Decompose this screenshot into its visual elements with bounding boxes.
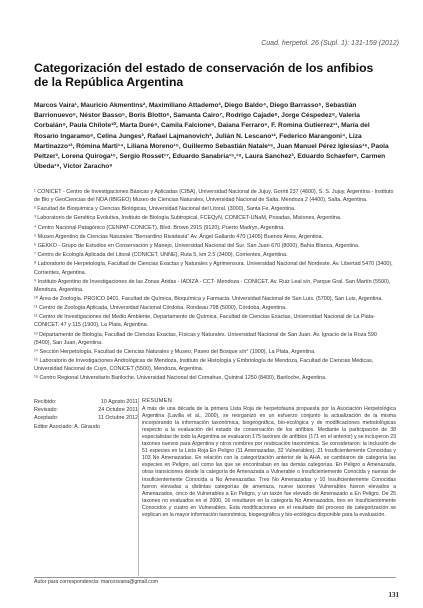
abstract-heading: RESUMEN — [142, 398, 173, 404]
affiliation-item: ³ Laboratorio de Genética Evolutiva, Instituto de Biología Subtropical, FCEQyN, CONICET-UNaM, Posadas, Misiones, Argentina. — [34, 215, 342, 222]
affiliation-item: ¹⁰ Área de Zoología. PROICO 9401. Facultad de Química, Bioquímica y Farmacia. Universidad Nacional de San Luis. (5700), San Luis, Argentina. — [34, 295, 383, 302]
corresponding-author-note: Autor para correspondencia: marcosvaira@gmail.com — [34, 579, 159, 585]
footnote-divider — [34, 577, 396, 578]
history-row — [34, 423, 138, 431]
affiliation-item: ⁶ GEKKO - Grupo de Estudios en Conservación y Manejo, Universidad Nacional del Sur. San Juan 670 (8000), Bahía Blanca, Argentina. — [34, 243, 360, 250]
column-divider — [138, 398, 139, 576]
affiliation-item: ⁷ Centro de Ecología Aplicada del Litoral (CONICET, UNNE), Ruta 5, km 2.5 (3400), Corrientes, Argentina. — [34, 252, 288, 259]
history-label: Aceptado: — [34, 415, 59, 422]
affiliation-item: ⁹ Instituto Argentino de Investigaciones de las Zonas Áridas - IADIZA - CCT- Mendoza - CONICET. Av. Ruiz Leal s/n, Parque Gral. San Martín (5500), Mendoza, Argentina. — [34, 278, 391, 293]
affiliation-item: ¹¹ Centro de Zoología Aplicada, Universidad Nacional Córdoba. Rondeau 798 (5000), Córdoba, Argentina. — [34, 305, 287, 312]
author-list: Marcos Vaira¹, Mauricio Akmentins², Maximiliano Attademo³, Diego Baldo⁴, Diego Barrasso⁵, Sebastián Barrionuevo⁶, Néstor Basso⁵, Boris Blotto⁶, Samanta Cairo⁷, Rodrigo Cajade⁸, Jorge Céspedez⁸, Valeria Corbalán⁹, Paula Chilote¹⁰, Marta Duré⁸, Camila Falcione⁸, Daiana Ferraro⁶, F. Romina Gutierrez¹¹, María del Rosario Ingaramo⁸, Celina Junges³, Rafael Lajmanovich³, Julián N. Lescano¹², Federico Marangoni⁴, Liza Martinazzo¹³, Rómina Marti¹⁴, Liliana Moreno¹⁵, Guillermo Sebastián Natale¹⁶, Juan Manuel Pérez Iglesias¹⁶, Paola Peltzer³, Lorena Quiroga¹⁵, Sergio Rosset¹⁷, Eduardo Sanabria¹⁵,¹⁸, Laura Sanchez³, Eduardo Schaefer⁸, Carmen Úbeda¹⁹, Víctor Zaracho⁸ — [34, 102, 389, 171]
affiliation-item: ⁸ Laboratorio de Herpetología, Facultad de Ciencias Exactas y Naturales y Agrimensura. Universidad Nacional del Nordeste. Av. Libertad 5470 (3400), Corrientes, Argentina. — [34, 261, 393, 276]
affiliation-item: ¹² Centro de Investigaciones del Medio Ambiente, Departamento de Química, Facultad de Ciencias Exactas, Universidad Nacional de La Plata- CONICET. 47 y 115 (1900), La Plata, Argentina. — [34, 314, 375, 329]
affiliation-item: ¹⁶ Centro Regional Universitario Bariloche, Universidad Nacional del Comahue, Quintral 1250 (8400), Bariloche, Argentina. — [34, 375, 327, 382]
page-number: 131 — [388, 591, 399, 599]
history-label: Revisado: — [34, 407, 58, 414]
affiliation-item: ⁴ Centro Nacional Patagónico (CENPAT-CONICET). Blvd. Brown 2915 (9120), Puerto Madryn, Argentina. — [34, 224, 285, 231]
history-row — [34, 398, 138, 406]
affiliation-item: ¹⁴ Sección Herpetología, Facultad de Ciencias Naturales y Museo, Paseo del Bosque s/n° (1900), La Plata, Argentina. — [34, 348, 316, 355]
history-row — [34, 406, 138, 414]
affiliation-item: ¹ CONICET - Centro de Investigaciones Básicas y Aplicadas (CIBA), Universidad Nacional de Jujuy, Gorriti 237 (4600), S. S. Jujuy, Argentina - Instituto de Bio y GeoCiencias del NOA (IBIGEO) Museo de Ciencias Naturales, Universidad Nacional de Salta. Mendoza 2 (4400), Salta, Argentina. — [34, 189, 394, 204]
history-date: 24 Octubre 2011 — [98, 407, 138, 414]
article-history — [34, 398, 138, 431]
article-title: Categorización del estado de conservación de los anfibios de la República Argentina — [34, 61, 374, 89]
history-label: Editor Asociado: A. Giraudo — [34, 423, 100, 430]
affiliation-item: ¹³ Departamento de Biología, Facultad de Ciencias Exactas, Físicas y Naturales. Universidad Nacional de San Juan. Av. Ignacio de la Roza 590 (5400), San Juan, Argentina. — [34, 331, 377, 346]
history-date: 10 Agosto 2011 — [100, 399, 138, 405]
history-label: Recibido: — [34, 399, 57, 405]
affiliations — [34, 188, 394, 384]
abstract — [142, 398, 396, 519]
history-date: 11 Octubre 2012 — [98, 415, 138, 422]
abstract-text: A más de una década de la primera Lista Roja de herpetofauna propuesta por la Asociación Herpetológica Argentina (Lavilla et al., 2000), se reorganizó en un esfuerzo conjunto la actualización de la misma incorporando la información taxonómica, biogeográfica, bio-ecológica y de modificaciones metodológicas respecto a la evaluación del estado de conservación de los anfibios. Mediante la participación de 38 especialistas de todo la Argentina se evaluaron 175 taxones de anfibios (171 en el anterior) y se incluyeron 23 taxones nuevos para Argentina y otros nombres por reubicación taxonómica. Se consideraron: la inclusión de 51 especies en la Lista Roja En Peligro (11 Amenazadas, 32 Vulnerables), 21 Insuficientemente Conocidas y 103 No Amenazadas. En relación con la categorización anterior de la AHA, se cambiaron de categoría las especies en Peligro, así como las que se encontraban en las demás categorías. En Peligro a Amenazada, otras transiciones desde la categoría de Amenazada a Vulnerable o Insuficientemente Conocida y nuevas de Insuficientemente Conocida a No Amenazadas. Tres No Amenazadas y 10 Insuficientemente Conocidas fueron elevadas a distintas categorías de amenaza, nueve taxones Vulnerables fueron elevados a Amenazados, cinco de Vulnerables a En Peligro, y un taxón fue elevado de Amenazado a En Peligro. De 25 taxones no evaluados en el 2000, 16 resultaron en la categoría No Amenazados, tres en Insuficientemente Conocidos y cuatro en Vulnerables. Esta modificaciones en el resultado del proceso de categorización se explican en la mayor información taxonómica, biogeográfica y bio-ecológica disponible para la evaluación. — [142, 406, 396, 518]
affiliation-item: ¹⁵ Laboratorio de Investigaciones Andrológicas de Mendoza, Instituto de Histología y Embriología de Mendoza, Facultad de Ciencias Médicas, Universidad Nacional de Cuyo, CONICET (5500), Mendoza, Argentina. — [34, 358, 374, 373]
journal-reference: Cuad. herpetol. 26 (Supl. 1): 131-159 (2012) — [261, 40, 399, 47]
history-row — [34, 414, 138, 422]
affiliation-item: ⁵ Museo Argentino de Ciencias Naturales "Bernardino Rivadavia" Av. Ángel Gallardo 470 (1405) Buenos Aires, Argentina. — [34, 233, 324, 240]
affiliation-item: ² Facultad de Bioquímica y Ciencias Biológicas, Universidad Nacional del Litoral. (3000), Santa Fe, Argentina. — [34, 206, 296, 213]
